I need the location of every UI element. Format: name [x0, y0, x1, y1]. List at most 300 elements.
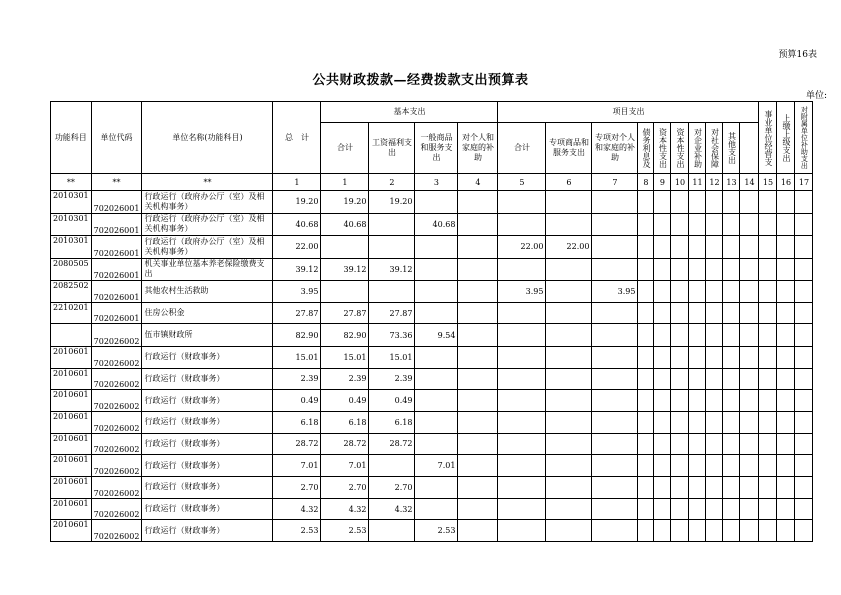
project-total-cell [498, 302, 546, 324]
unit-code-cell: 702026001 [91, 281, 142, 303]
unit-code-cell: 702026001 [91, 302, 142, 324]
basic-total-cell [321, 236, 369, 259]
function-code-cell [51, 324, 92, 347]
empty-cell [759, 302, 777, 324]
header-project-capital-1: 资本性支出 [654, 123, 671, 174]
empty-cell [654, 520, 671, 542]
index-cell: 12 [706, 174, 723, 191]
project-goods-cell [546, 390, 592, 412]
index-cell: 8 [638, 174, 654, 191]
empty-cell [638, 302, 654, 324]
project-goods-cell [546, 455, 592, 477]
empty-cell [777, 390, 795, 412]
basic-goods-cell [415, 302, 458, 324]
index-cell: 15 [759, 174, 777, 191]
basic-total-cell: 27.87 [321, 302, 369, 324]
project-total-cell [498, 411, 546, 433]
empty-cell [638, 433, 654, 455]
header-func-subject: 功能科目 [51, 102, 92, 174]
function-code-cell: 2080505 [51, 258, 92, 281]
empty-cell [777, 433, 795, 455]
empty-cell [777, 477, 795, 499]
unit-name-cell: 行政运行（政府办公厅（室）及相关机构事务） [142, 213, 273, 236]
unit-name-cell: 行政运行（政府办公厅（室）及相关机构事务） [142, 191, 273, 214]
empty-cell [795, 236, 813, 259]
total-cell: 28.72 [273, 433, 321, 455]
empty-cell [706, 281, 723, 303]
empty-cell [689, 455, 706, 477]
basic-personal-cell [458, 411, 498, 433]
empty-cell [795, 368, 813, 390]
empty-cell [723, 258, 740, 281]
empty-cell [759, 498, 777, 520]
index-cell: 2 [369, 174, 415, 191]
header-project-goods: 专项商品和服务支出 [546, 123, 592, 174]
unit-label: 单位: [805, 91, 827, 101]
total-cell: 6.18 [273, 411, 321, 433]
empty-cell [795, 477, 813, 499]
basic-personal-cell [458, 433, 498, 455]
basic-goods-cell [415, 258, 458, 281]
project-personal-cell [592, 455, 638, 477]
empty-cell [706, 302, 723, 324]
empty-cell [723, 433, 740, 455]
empty-cell [740, 346, 759, 368]
index-cell: 9 [654, 174, 671, 191]
empty-cell [777, 346, 795, 368]
basic-personal-cell [458, 213, 498, 236]
project-goods-cell [546, 302, 592, 324]
basic-goods-cell [415, 390, 458, 412]
basic-personal-cell [458, 368, 498, 390]
empty-cell [654, 258, 671, 281]
header-unit-name: 单位名称(功能科目) [142, 102, 273, 174]
index-cell: ** [51, 174, 92, 191]
basic-goods-cell [415, 477, 458, 499]
empty-cell [671, 258, 689, 281]
empty-cell [795, 191, 813, 214]
basic-wages-cell: 28.72 [369, 433, 415, 455]
empty-cell [795, 346, 813, 368]
empty-cell [638, 324, 654, 347]
empty-cell [654, 191, 671, 214]
empty-cell [740, 477, 759, 499]
empty-cell [638, 346, 654, 368]
basic-goods-cell: 9.54 [415, 324, 458, 347]
basic-goods-cell [415, 346, 458, 368]
empty-cell [706, 390, 723, 412]
basic-wages-cell: 6.18 [369, 411, 415, 433]
empty-cell [706, 324, 723, 347]
empty-cell [671, 191, 689, 214]
project-total-cell [498, 368, 546, 390]
table-row [51, 191, 813, 214]
empty-cell [671, 477, 689, 499]
unit-name-cell: 机关事业单位基本养老保险缴费支出 [142, 258, 273, 281]
project-total-cell [498, 346, 546, 368]
empty-cell [759, 324, 777, 347]
basic-wages-cell [369, 213, 415, 236]
empty-cell [759, 213, 777, 236]
empty-cell [723, 368, 740, 390]
table-row [51, 411, 813, 433]
empty-cell [638, 411, 654, 433]
index-cell: ** [142, 174, 273, 191]
empty-cell [740, 498, 759, 520]
empty-cell [638, 368, 654, 390]
basic-total-cell: 0.49 [321, 390, 369, 412]
index-cell: 10 [671, 174, 689, 191]
unit-name-cell: 伍市镇财政所 [142, 324, 273, 347]
empty-cell [723, 477, 740, 499]
empty-cell [759, 433, 777, 455]
empty-cell [723, 281, 740, 303]
basic-goods-cell: 40.68 [415, 213, 458, 236]
project-goods-cell [546, 498, 592, 520]
header-project-other: 其他支出 [723, 123, 740, 174]
empty-cell [654, 236, 671, 259]
project-personal-cell [592, 390, 638, 412]
basic-goods-cell [415, 433, 458, 455]
empty-cell [723, 324, 740, 347]
unit-code-cell: 702026002 [91, 520, 142, 542]
basic-goods-cell: 2.53 [415, 520, 458, 542]
empty-cell [795, 433, 813, 455]
index-cell: 17 [795, 174, 813, 191]
total-cell: 15.01 [273, 346, 321, 368]
basic-personal-cell [458, 281, 498, 303]
index-cell: 14 [740, 174, 759, 191]
empty-cell [759, 258, 777, 281]
empty-cell [706, 346, 723, 368]
empty-cell [740, 213, 759, 236]
basic-goods-cell [415, 411, 458, 433]
basic-wages-cell: 39.12 [369, 258, 415, 281]
empty-cell [740, 411, 759, 433]
basic-wages-cell [369, 520, 415, 542]
empty-cell [795, 455, 813, 477]
empty-cell [740, 433, 759, 455]
empty-cell [777, 455, 795, 477]
basic-total-cell [321, 281, 369, 303]
basic-wages-cell: 2.39 [369, 368, 415, 390]
unit-code-cell: 702026002 [91, 411, 142, 433]
project-total-cell [498, 324, 546, 347]
index-cell: 16 [777, 174, 795, 191]
basic-personal-cell [458, 191, 498, 214]
empty-cell [689, 258, 706, 281]
table-row [51, 520, 813, 542]
index-cell: 7 [592, 174, 638, 191]
empty-cell [638, 236, 654, 259]
empty-cell [671, 368, 689, 390]
project-personal-cell [592, 346, 638, 368]
function-code-cell: 2010301 [51, 213, 92, 236]
empty-cell [795, 213, 813, 236]
header-basic: 基本支出 [321, 102, 498, 123]
total-cell: 19.20 [273, 191, 321, 214]
empty-cell [723, 236, 740, 259]
empty-cell [759, 191, 777, 214]
function-code-cell: 2082502 [51, 281, 92, 303]
empty-cell [740, 455, 759, 477]
empty-cell [795, 281, 813, 303]
empty-cell [706, 368, 723, 390]
project-goods-cell [546, 433, 592, 455]
project-goods-cell [546, 191, 592, 214]
project-personal-cell [592, 433, 638, 455]
basic-total-cell: 82.90 [321, 324, 369, 347]
empty-cell [723, 213, 740, 236]
empty-cell [671, 213, 689, 236]
project-total-cell [498, 455, 546, 477]
project-personal-cell [592, 477, 638, 499]
empty-cell [723, 520, 740, 542]
function-code-cell: 2210201 [51, 302, 92, 324]
index-cell: 5 [498, 174, 546, 191]
empty-cell [689, 498, 706, 520]
project-goods-cell [546, 281, 592, 303]
header-project-debt: 债务利息及 [638, 123, 654, 174]
empty-cell [638, 191, 654, 214]
empty-cell [654, 477, 671, 499]
table-row [51, 368, 813, 390]
empty-cell [777, 368, 795, 390]
empty-cell [759, 281, 777, 303]
empty-cell [777, 520, 795, 542]
empty-cell [759, 390, 777, 412]
index-row [51, 174, 813, 191]
basic-wages-cell: 2.70 [369, 477, 415, 499]
index-cell: 4 [458, 174, 498, 191]
project-total-cell [498, 498, 546, 520]
total-cell: 82.90 [273, 324, 321, 347]
basic-total-cell: 4.32 [321, 498, 369, 520]
project-total-cell [498, 213, 546, 236]
unit-code-cell: 702026002 [91, 477, 142, 499]
header-basic-goods: 一般商品和服务支出 [415, 123, 458, 174]
unit-code-cell: 702026001 [91, 191, 142, 214]
empty-cell [706, 258, 723, 281]
project-personal-cell [592, 191, 638, 214]
table-row [51, 236, 813, 259]
basic-personal-cell [458, 477, 498, 499]
empty-cell [654, 302, 671, 324]
empty-cell [740, 368, 759, 390]
empty-cell [689, 368, 706, 390]
unit-name-cell: 行政运行（财政事务） [142, 455, 273, 477]
empty-cell [654, 411, 671, 433]
project-personal-cell [592, 258, 638, 281]
project-total-cell [498, 477, 546, 499]
unit-name-cell: 行政运行（财政事务） [142, 346, 273, 368]
header-biz: 事业单位经营支 [759, 102, 777, 174]
empty-cell [759, 236, 777, 259]
basic-wages-cell: 15.01 [369, 346, 415, 368]
project-personal-cell [592, 411, 638, 433]
function-code-cell: 2010601 [51, 346, 92, 368]
project-goods-cell [546, 346, 592, 368]
unit-name-cell: 行政运行（财政事务） [142, 368, 273, 390]
basic-goods-cell [415, 236, 458, 259]
empty-cell [795, 390, 813, 412]
total-cell: 4.32 [273, 498, 321, 520]
table-row [51, 346, 813, 368]
function-code-cell: 2010601 [51, 433, 92, 455]
unit-name-cell: 行政运行（财政事务） [142, 390, 273, 412]
empty-cell [706, 236, 723, 259]
empty-cell [706, 477, 723, 499]
empty-cell [740, 324, 759, 347]
function-code-cell: 2010601 [51, 498, 92, 520]
index-cell: 13 [723, 174, 740, 191]
basic-personal-cell [458, 302, 498, 324]
total-cell: 0.49 [273, 390, 321, 412]
empty-cell [795, 411, 813, 433]
basic-personal-cell [458, 455, 498, 477]
project-personal-cell [592, 302, 638, 324]
table-row [51, 455, 813, 477]
empty-cell [723, 411, 740, 433]
empty-cell [706, 455, 723, 477]
empty-cell [689, 236, 706, 259]
header-total: 总 计 [273, 102, 321, 174]
unit-code-cell: 702026002 [91, 498, 142, 520]
index-cell: 1 [273, 174, 321, 191]
basic-personal-cell [458, 390, 498, 412]
empty-cell [638, 390, 654, 412]
unit-name-cell: 行政运行（财政事务） [142, 498, 273, 520]
table-row [51, 281, 813, 303]
project-total-cell [498, 520, 546, 542]
header-project-personal: 专项对个人和家庭的补助 [592, 123, 638, 174]
empty-cell [689, 281, 706, 303]
basic-personal-cell [458, 498, 498, 520]
basic-personal-cell [458, 236, 498, 259]
empty-cell [759, 411, 777, 433]
function-code-cell: 2010601 [51, 520, 92, 542]
unit-code-cell: 702026002 [91, 433, 142, 455]
empty-cell [689, 324, 706, 347]
empty-cell [689, 433, 706, 455]
total-cell: 22.00 [273, 236, 321, 259]
project-personal-cell [592, 213, 638, 236]
empty-cell [638, 455, 654, 477]
unit-code-cell: 702026002 [91, 324, 142, 347]
empty-cell [654, 455, 671, 477]
unit-code-cell: 702026002 [91, 368, 142, 390]
function-code-cell: 2010301 [51, 191, 92, 214]
header-basic-wages: 工资福利支出 [369, 123, 415, 174]
empty-cell [777, 236, 795, 259]
empty-cell [654, 346, 671, 368]
empty-cell [740, 390, 759, 412]
empty-cell [689, 302, 706, 324]
table-row [51, 433, 813, 455]
header-project-subtotal: 合计 [498, 123, 546, 174]
page-title: 公共财政拨款—经费拨款支出预算表 [312, 73, 529, 88]
empty-cell [671, 520, 689, 542]
basic-wages-cell: 4.32 [369, 498, 415, 520]
total-cell: 2.53 [273, 520, 321, 542]
empty-cell [638, 520, 654, 542]
empty-cell [671, 390, 689, 412]
empty-cell [706, 498, 723, 520]
empty-cell [671, 411, 689, 433]
project-goods-cell [546, 213, 592, 236]
basic-goods-cell [415, 281, 458, 303]
empty-cell [638, 477, 654, 499]
empty-cell [638, 213, 654, 236]
empty-cell [671, 236, 689, 259]
empty-cell [671, 281, 689, 303]
header-unit-code: 单位代码 [91, 102, 142, 174]
basic-wages-cell: 73.36 [369, 324, 415, 347]
project-total-cell [498, 390, 546, 412]
empty-cell [671, 433, 689, 455]
index-cell: 11 [689, 174, 706, 191]
project-total-cell [498, 433, 546, 455]
empty-cell [671, 302, 689, 324]
empty-cell [654, 281, 671, 303]
empty-cell [777, 411, 795, 433]
unit-name-cell: 行政运行（政府办公厅（室）及相关机构事务） [142, 236, 273, 259]
unit-code-cell: 702026001 [91, 258, 142, 281]
empty-cell [777, 191, 795, 214]
empty-cell [795, 498, 813, 520]
empty-cell [689, 411, 706, 433]
index-cell: 1 [321, 174, 369, 191]
empty-cell [654, 324, 671, 347]
basic-wages-cell: 0.49 [369, 390, 415, 412]
table-row [51, 258, 813, 281]
header-project-enterprise: 对企业补助 [689, 123, 706, 174]
empty-cell [777, 281, 795, 303]
total-cell: 2.39 [273, 368, 321, 390]
empty-cell [706, 191, 723, 214]
unit-name-cell: 住房公积金 [142, 302, 273, 324]
project-goods-cell [546, 368, 592, 390]
empty-cell [689, 390, 706, 412]
basic-personal-cell [458, 346, 498, 368]
empty-cell [777, 324, 795, 347]
empty-cell [759, 455, 777, 477]
project-goods-cell [546, 477, 592, 499]
empty-cell [689, 346, 706, 368]
basic-total-cell: 19.20 [321, 191, 369, 214]
basic-total-cell: 7.01 [321, 455, 369, 477]
empty-cell [795, 520, 813, 542]
table-row [51, 302, 813, 324]
empty-cell [795, 258, 813, 281]
empty-cell [759, 368, 777, 390]
basic-total-cell: 2.53 [321, 520, 369, 542]
function-code-cell: 2010601 [51, 455, 92, 477]
unit-name-cell: 行政运行（财政事务） [142, 433, 273, 455]
basic-total-cell: 2.70 [321, 477, 369, 499]
project-total-cell [498, 191, 546, 214]
empty-cell [654, 390, 671, 412]
function-code-cell: 2010601 [51, 368, 92, 390]
basic-personal-cell [458, 324, 498, 347]
project-goods-cell [546, 258, 592, 281]
empty-cell [740, 281, 759, 303]
empty-cell [723, 455, 740, 477]
basic-goods-cell [415, 498, 458, 520]
project-goods-cell [546, 520, 592, 542]
empty-cell [689, 191, 706, 214]
unit-name-cell: 其他农村生活救助 [142, 281, 273, 303]
